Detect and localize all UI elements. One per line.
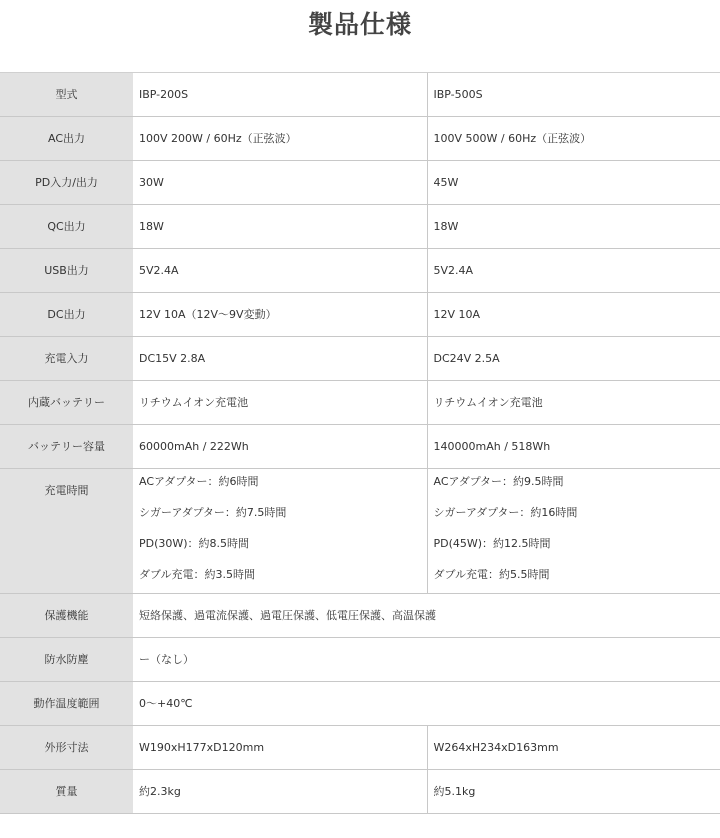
table-row-model	[0, 73, 720, 117]
cell-ibp-200s: 12V 10A（12V〜9V変動）	[133, 293, 427, 337]
table-row-capacity	[0, 425, 720, 469]
charge-time-line: PD(45W)：約12.5時間	[433, 537, 551, 550]
row-label: 外形寸法	[0, 726, 133, 770]
charge-time-line: ACアダプター：約9.5時間	[433, 475, 564, 488]
cell-ibp-200s: 60000mAh / 222Wh	[133, 425, 427, 469]
row-label: 防水防塵	[0, 638, 133, 682]
charge-time-line: PD(30W)：約8.5時間	[139, 537, 250, 550]
table-row-battery	[0, 381, 720, 425]
row-label: 型式	[0, 73, 133, 117]
row-label: 内蔵バッテリー	[0, 381, 133, 425]
charge-time-line: ACアダプター：約6時間	[139, 475, 259, 488]
cell-ibp-200s: 18W	[133, 205, 427, 249]
table-row-ac-output	[0, 117, 720, 161]
cell-ibp-500s: W264xH234xD163mm	[427, 726, 720, 770]
cell-ibp-200s: W190xH177xD120mm	[133, 726, 427, 770]
cell-ibp-200s: DC15V 2.8A	[133, 337, 427, 381]
cell-ibp-500s: IBP-500S	[427, 73, 720, 117]
table-row-protection	[0, 594, 720, 638]
cell-ibp-200s: 約2.3kg	[133, 770, 427, 814]
cell-ibp-200s	[133, 469, 427, 594]
cell-ibp-500s: 5V2.4A	[427, 249, 720, 293]
row-label: 動作温度範囲	[0, 682, 133, 726]
table-row-temperature	[0, 682, 720, 726]
table-row-qc	[0, 205, 720, 249]
charge-time-line: シガーアダプター：約16時間	[433, 506, 578, 519]
row-label: バッテリー容量	[0, 425, 133, 469]
charge-time-line: ダブル充電：約5.5時間	[433, 568, 550, 581]
charge-time-line: ダブル充電：約3.5時間	[139, 568, 256, 581]
cell-ibp-500s: 140000mAh / 518Wh	[427, 425, 720, 469]
cell-ibp-200s: リチウムイオン充電池	[133, 381, 427, 425]
table-row-pd	[0, 161, 720, 205]
cell-ibp-500s: 12V 10A	[427, 293, 720, 337]
row-label: 充電時間	[0, 469, 133, 594]
page-title: 製品仕様	[307, 10, 412, 39]
cell-ibp-200s: 100V 200W / 60Hz（正弦波）	[133, 117, 427, 161]
table-row-dimensions	[0, 726, 720, 770]
row-label: DC出力	[0, 293, 133, 337]
cell-shared: 短絡保護、過電流保護、過電圧保護、低電圧保護、高温保護	[133, 594, 720, 638]
cell-ibp-500s: 45W	[427, 161, 720, 205]
row-label: AC出力	[0, 117, 133, 161]
row-label: 充電入力	[0, 337, 133, 381]
table-row-usb	[0, 249, 720, 293]
cell-shared: ー（なし）	[133, 638, 720, 682]
cell-ibp-500s	[427, 469, 720, 594]
table-row-dc	[0, 293, 720, 337]
cell-ibp-200s: 5V2.4A	[133, 249, 427, 293]
cell-shared: 0〜+40℃	[133, 682, 720, 726]
cell-ibp-500s: 100V 500W / 60Hz（正弦波）	[427, 117, 720, 161]
row-label: QC出力	[0, 205, 133, 249]
row-label: 保護機能	[0, 594, 133, 638]
table-row-waterproof	[0, 638, 720, 682]
cell-ibp-200s: IBP-200S	[133, 73, 427, 117]
cell-ibp-500s: リチウムイオン充電池	[427, 381, 720, 425]
cell-ibp-500s: 18W	[427, 205, 720, 249]
table-row-weight	[0, 770, 720, 814]
table-row-charge-input	[0, 337, 720, 381]
table-row-charge-time	[0, 469, 720, 594]
cell-ibp-500s: 約5.1kg	[427, 770, 720, 814]
row-label: 質量	[0, 770, 133, 814]
cell-ibp-200s: 30W	[133, 161, 427, 205]
spec-table	[0, 72, 720, 814]
cell-ibp-500s: DC24V 2.5A	[427, 337, 720, 381]
charge-time-line: シガーアダプター：約7.5時間	[139, 506, 287, 519]
row-label: PD入力/出力	[0, 161, 133, 205]
row-label: USB出力	[0, 249, 133, 293]
